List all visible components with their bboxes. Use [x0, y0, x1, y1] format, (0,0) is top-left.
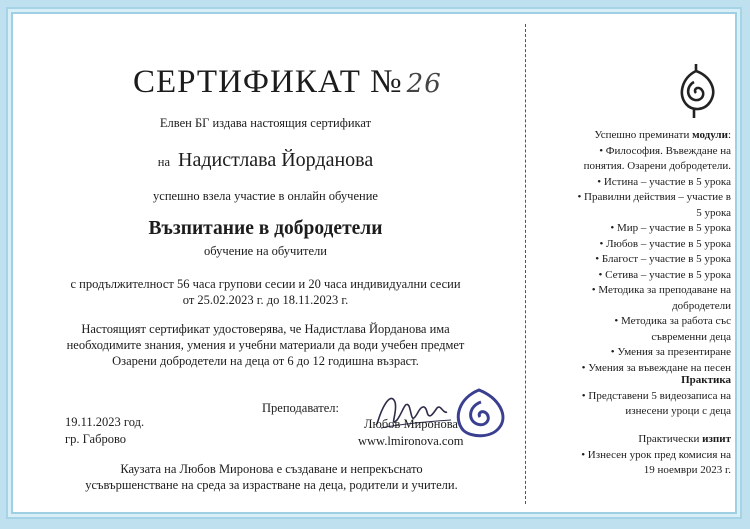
issuer-line: Елвен БГ издава настоящия сертификат [159, 116, 372, 130]
recipient-prefix: на [157, 155, 170, 169]
issue-place: гр. Габрово [65, 432, 127, 446]
module-line: • Методика за преподаване на [591, 284, 731, 296]
duration-block [43, 276, 488, 308]
module-line: • Сетива – участие в 5 урока [598, 268, 731, 281]
module-line: • Мир – участие в 5 урока [610, 222, 731, 234]
course-title: Възпитание в добродетели [148, 218, 383, 239]
module-line: понятия. Озарени добродетели. [583, 160, 731, 172]
cause-block [49, 461, 494, 493]
module-line: съвременни деца [651, 330, 731, 343]
exam-block [531, 432, 731, 479]
practice-block [531, 373, 731, 420]
duration-line: с продължителност 56 часа групови сесии и 20 часа индивидуални сесии [70, 277, 461, 291]
exam-line: • Изнесен урок пред комисия на [581, 448, 731, 461]
statement-line: Настоящият сертификат удостоверява, че Надистлава Йорданова има [81, 322, 450, 336]
module-line: • Умения за презентиране [610, 346, 731, 358]
column-divider [525, 24, 526, 504]
practice-line: • Представени 5 видеозаписа на [581, 389, 731, 402]
module-line: • Любов – участие в 5 урока [599, 237, 731, 250]
certificate-frame [13, 14, 735, 512]
certificate-number: 26 [406, 69, 442, 99]
statement-block [43, 321, 488, 369]
modules-heading: Успешно преминати модули: [594, 129, 731, 141]
cause-line: Каузата на Любов Миронова е създаване и непрекъснато [120, 462, 423, 476]
course-subtitle: обучение на обучители [204, 244, 327, 258]
module-line: 5 урока [696, 206, 731, 219]
statement-line: необходимите знания, умения и учебни материали да води учебен предмет [66, 338, 465, 352]
exam-heading: Практически изпит [638, 433, 731, 445]
module-line: • Методика за работа със [614, 315, 731, 327]
teacher-label: Преподавател: [262, 401, 339, 415]
teacher-name: Любов Миронова [364, 417, 458, 431]
exam-line: 19 ноември 2023 г. [643, 464, 731, 476]
practice-heading: Практика [681, 374, 731, 386]
modules-block [531, 128, 731, 376]
practice-line: изнесени уроци с деца [625, 405, 731, 417]
participation-line: успешно взела участие в онлайн обучение [153, 189, 378, 203]
statement-line: Озарени добродетели на деца от 6 до 12 годишна възраст. [112, 354, 419, 368]
website: www.lmironova.com [358, 434, 464, 448]
certificate-title [133, 64, 493, 101]
recipient-name: Надистлава Йорданова [178, 149, 374, 171]
spiral-leaf-logo-icon [674, 62, 718, 122]
issue-date: 19.11.2023 год. [65, 415, 145, 429]
module-line: добродетели [672, 299, 731, 312]
module-line: • Философия. Въвеждане на [599, 144, 731, 157]
recipient-line [43, 149, 488, 172]
title-text: СЕРТИФИКАТ № [133, 64, 403, 100]
module-line: • Умения за въвеждане на песен [581, 361, 731, 374]
signature-seal-icon [458, 390, 503, 436]
module-line: • Истина – участие в 5 урока [597, 175, 731, 188]
cause-line: усъвършенстване на среда за израстване на деца, родители и учители. [85, 478, 458, 492]
module-line: • Благост – участие в 5 урока [595, 253, 731, 265]
module-line: • Правилни действия – участие в [577, 191, 731, 203]
duration-dates: от 25.02.2023 г. до 18.11.2023 г. [182, 293, 349, 307]
